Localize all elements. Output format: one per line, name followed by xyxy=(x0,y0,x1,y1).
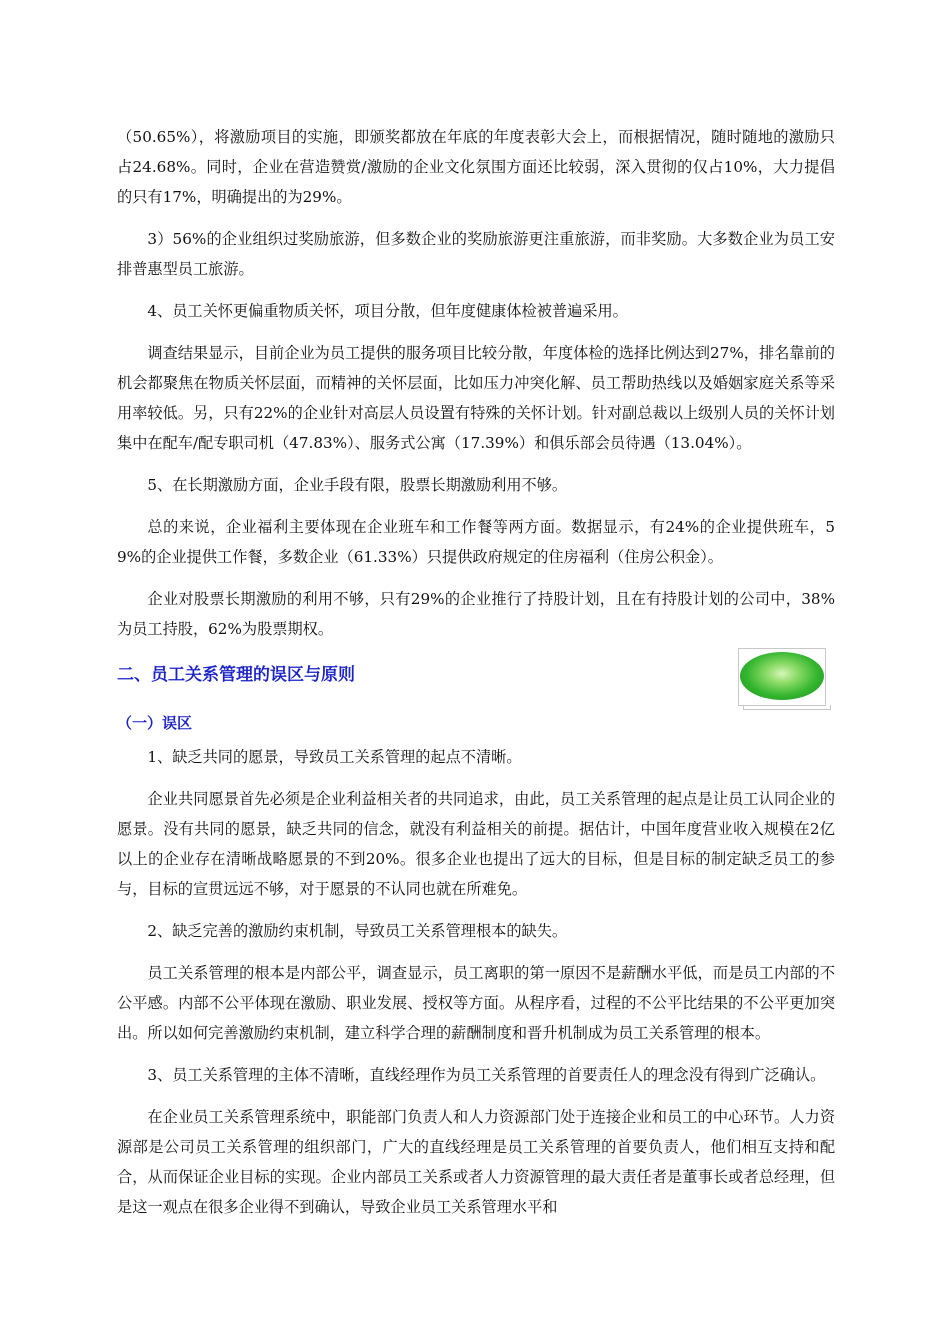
page-content xyxy=(117,122,835,1234)
section-heading: 二、员工关系管理的误区与原则 xyxy=(117,665,355,685)
paragraph: 4、员工关怀更偏重物质关怀，项目分散，但年度健康体检被普遍采用。 xyxy=(147,302,628,320)
paragraph: 3、员工关系管理的主体不清晰，直线经理作为员工关系管理的首要责任人的理念没有得到广泛确认。 xyxy=(147,1066,826,1084)
paragraph: 企业对股票长期激励的利用不够，只有29%的企业推行了持股计划，且在有持股计划的公司中，38%为员工持股，62%为股票期权。 xyxy=(117,590,835,638)
paragraph: 在企业员工关系管理系统中，职能部门负责人和人力资源部门处于连接企业和员工的中心环节。人力资源部是公司员工关系管理的组织部门，广大的直线经理是员工关系管理的首要负责人，他们相互支持和配合，从而保证企业目标的实现。企业内部员工关系或者人力资源管理的最大责任者是董事长或者总经理，但是这一观点在很多企业得不到确认，导致企业员工关系管理水平和 xyxy=(117,1108,835,1216)
paragraph: 员工关系管理的根本是内部公平，调查显示，员工离职的第一原因不是薪酬水平低，而是员工内部的不公平感。内部不公平体现在激励、职业发展、授权等方面。从程序看，过程的不公平比结果的不公平更加突出。所以如何完善激励约束机制，建立科学合理的薪酬制度和晋升机制成为员工关系管理的根本。 xyxy=(117,964,835,1042)
paragraph: 5、在长期激励方面，企业手段有限，股票长期激励利用不够。 xyxy=(147,476,568,494)
green-oval-shape xyxy=(740,652,824,700)
paragraph: 1、缺乏共同的愿景，导致员工关系管理的起点不清晰。 xyxy=(147,748,522,766)
paragraph: 3）56%的企业组织过奖励旅游，但多数企业的奖励旅游更注重旅游，而非奖励。大多数企业为员工安排普惠型员工旅游。 xyxy=(117,230,835,278)
paragraph: 总的来说，企业福利主要体现在企业班车和工作餐等两方面。数据显示，有24%的企业提供班车，59%的企业提供工作餐，多数企业（61.33%）只提供政府规定的住房福利（住房公积金）。 xyxy=(117,518,835,566)
paragraph: 2、缺乏完善的激励约束机制，导致员工关系管理根本的缺失。 xyxy=(147,922,568,940)
paragraph: 调查结果显示，目前企业为员工提供的服务项目比较分散，年度体检的选择比例达到27%，排名靠前的机会都聚焦在物质关怀层面，而精神的关怀层面，比如压力冲突化解、员工帮助热线以及婚姻家庭关系等采用率较低。另，只有22%的企业针对高层人员设置有特殊的关怀计划。针对副总裁以上级别人员的关怀计划集中在配车/配专职司机（47.83%）、服务式公寓（17.39%）和俱乐部会员待遇（13.04%）。 xyxy=(117,344,835,452)
paragraph: 企业共同愿景首先必须是企业利益相关者的共同追求，由此，员工关系管理的起点是让员工认同企业的愿景。没有共同的愿景，缺乏共同的信念，就没有利益相关的前提。据估计，中国年度营业收入规模在2亿以上的企业存在清晰战略愿景的不到20%。很多企业也提出了远大的目标，但是目标的制定缺乏员工的参与，目标的宣贯远远不够，对于愿景的不认同也就在所难免。 xyxy=(117,790,835,898)
paragraph: （50.65%），将激励项目的实施，即颁奖都放在年底的年度表彰大会上，而根据情况，随时随地的激励只占24.68%。同时，企业在营造赞赏/激励的企业文化氛围方面还比较弱，深入贯彻的仅占10%，大力提倡的只有17%，明确提出的为29%。 xyxy=(117,128,835,206)
subsection-heading: （一）误区 xyxy=(117,714,193,732)
green-oval-graphic xyxy=(738,648,826,706)
